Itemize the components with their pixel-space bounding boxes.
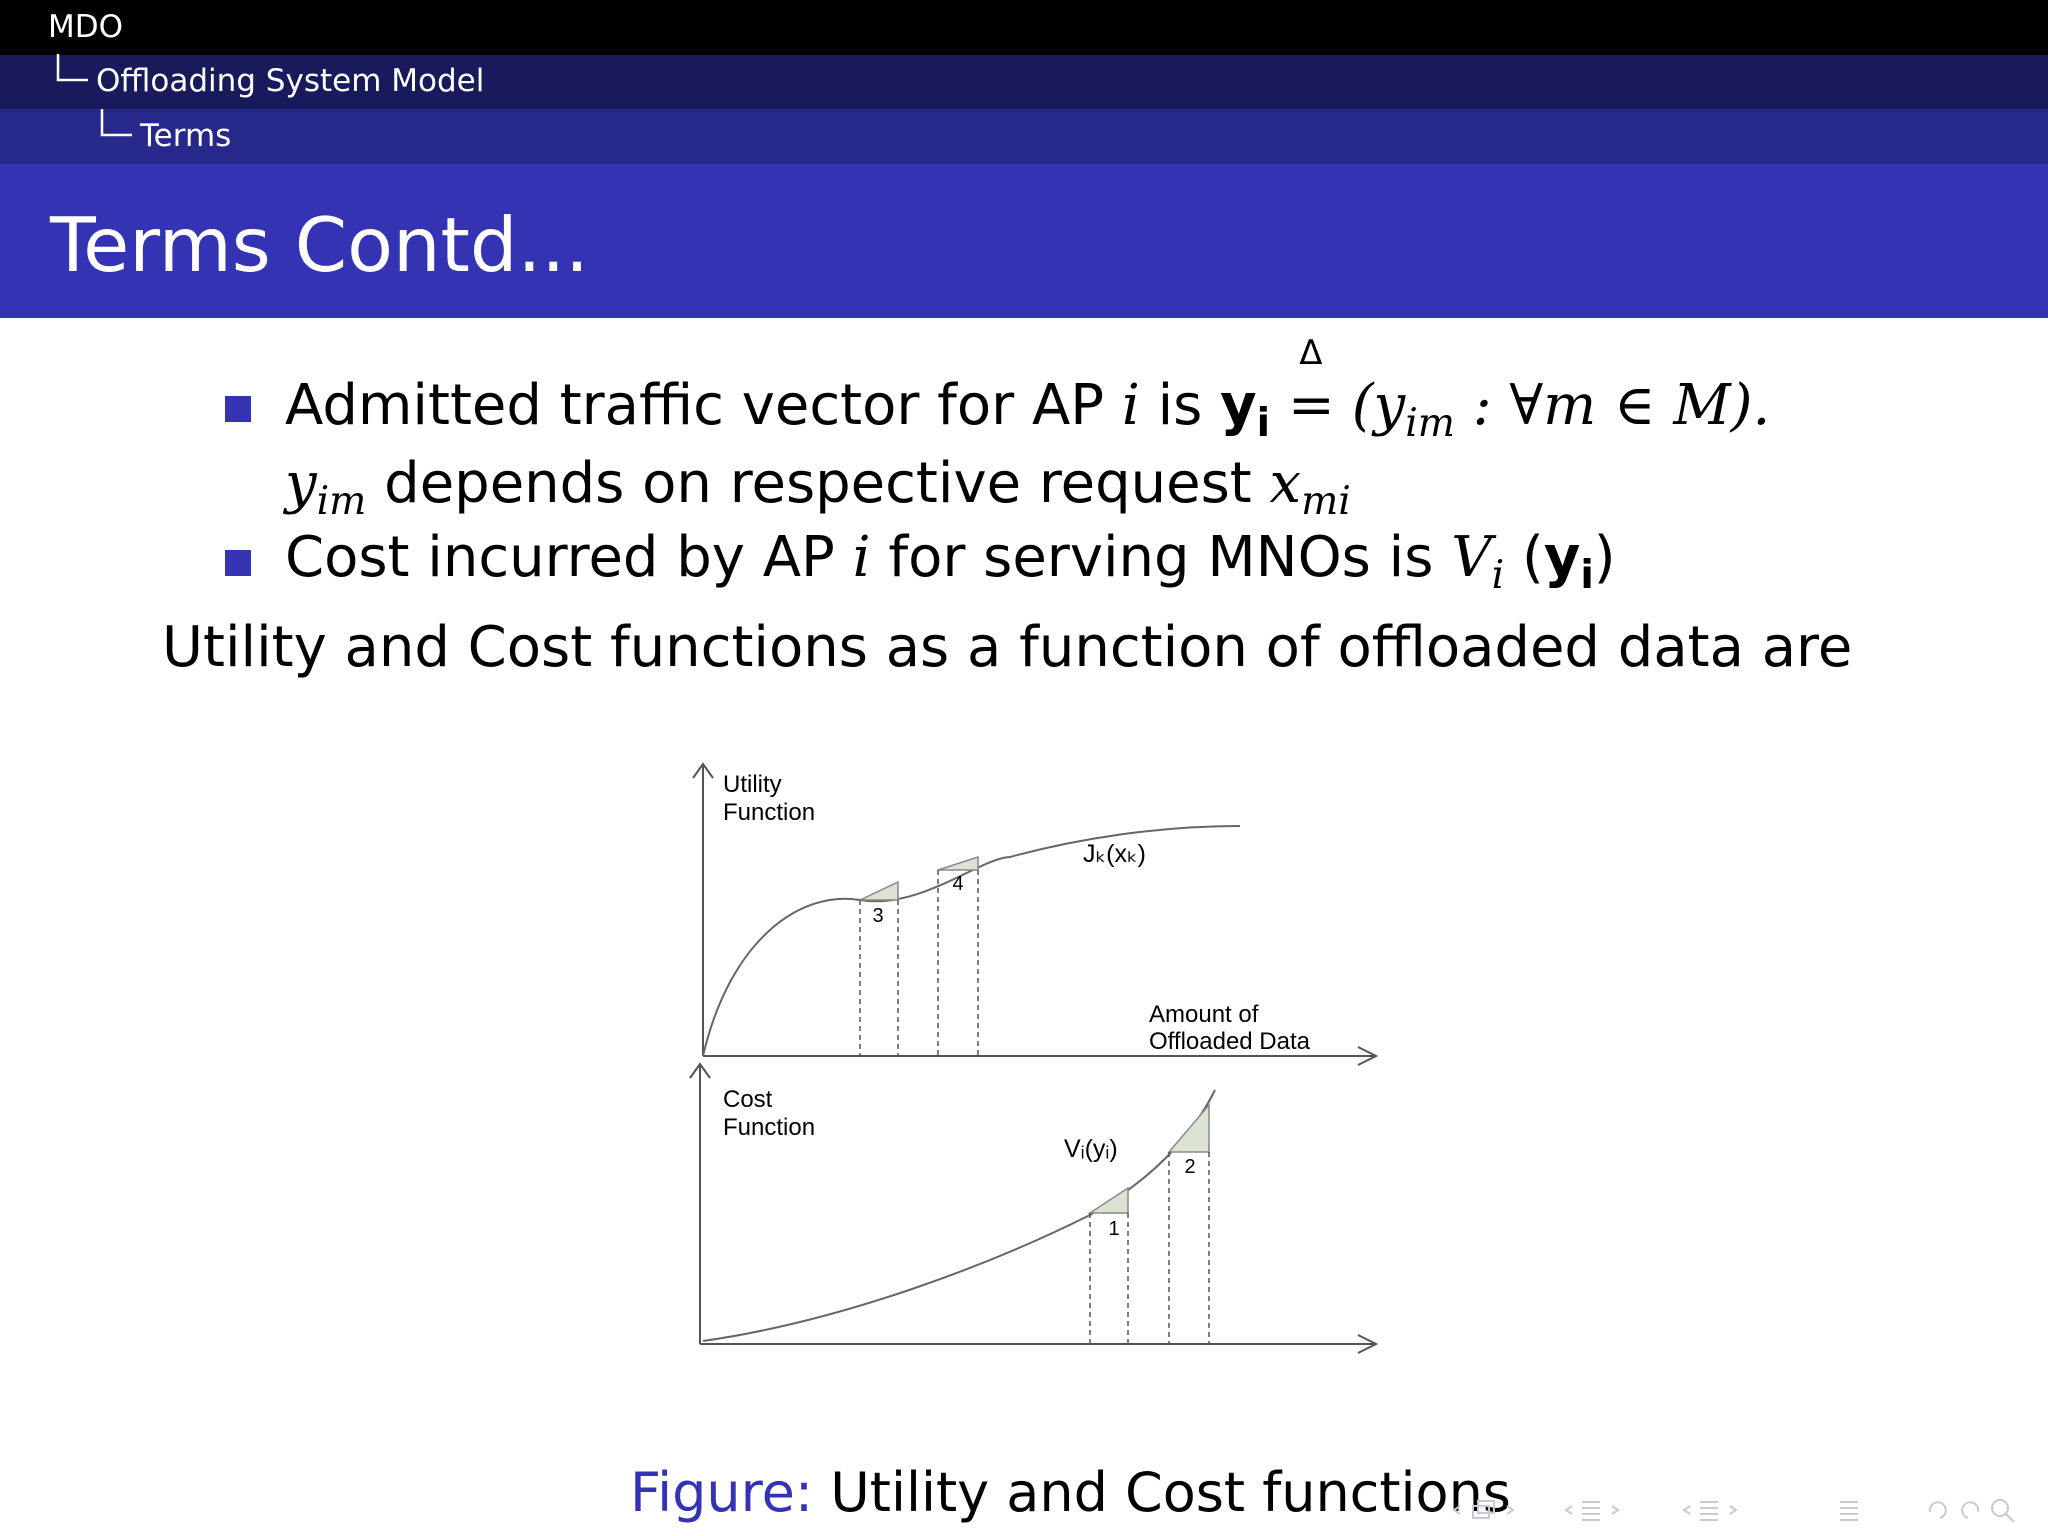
utility-marker-triangle-4 [938,857,978,870]
utility-marker-triangle-3 [860,882,898,900]
cost-dashed-guides [1090,1152,1209,1344]
nav-section-prev-icon[interactable] [1684,1506,1690,1514]
defined-as-symbol: Δ = [1287,333,1335,438]
bullet-1-line-2: $y_{im}$ depends on respective request $x_{mi}$ [285,451,1351,524]
bullet-2: Cost incurred by AP i for serving MNOs is $V_i$ $(y_i)$ [285,525,1616,598]
nav-search-icon[interactable] [1992,1500,2014,1522]
figure-caption-label: Figure: [630,1461,814,1524]
nav-subsection-icon[interactable] [1582,1502,1600,1520]
utility-axis-label-line1: Utility [723,771,782,798]
cost-axis-label-line2: Function [723,1114,816,1141]
marker-label-2: 2 [1184,1156,1196,1178]
x-axis-label-line2: Offloaded Data [1149,1028,1311,1055]
marker-label-3: 3 [872,905,884,927]
utility-y-axis [693,764,713,1056]
marker-label-4: 4 [952,873,964,895]
paragraph-text: Utility and Cost functions as a function of offloaded data are [162,615,1853,680]
cost-y-axis [690,1064,710,1344]
nav-frame-icon[interactable] [1473,1501,1494,1518]
x-axis-label-line1: Amount of [1149,1001,1259,1028]
breadcrumb-section[interactable]: MDO [48,9,124,45]
utility-axis-label-line2: Function [723,799,816,826]
bullet-1-line-1: Admitted traffic vector for AP i is $y_i$ Δ = ($y_{im}$ : ∀m ∈ M). [285,333,1771,446]
breadcrumb-subsubsection[interactable]: Terms [140,118,232,154]
marker-label-1: 1 [1108,1218,1120,1240]
utility-curve-label: Jₖ(xₖ) [1083,840,1146,868]
nav-subsection-next-icon[interactable] [1612,1506,1618,1514]
navigation-bar [1310,1488,2040,1528]
nav-section-next-icon[interactable] [1730,1506,1736,1514]
nav-appendix-icon[interactable] [1840,1502,1858,1520]
slide-title: Terms Contd... [50,201,590,289]
breadcrumb-subsection[interactable]: Offloading System Model [96,63,485,99]
cost-axis-label-line1: Cost [723,1086,773,1113]
cost-marker-triangle-2 [1169,1105,1209,1152]
nav-undo-icon[interactable] [1930,1502,1946,1518]
nav-frame-prev-icon[interactable] [1454,1506,1460,1514]
nav-subsection-prev-icon[interactable] [1566,1506,1572,1514]
figure-caption-text: Utility and Cost functions [830,1461,1511,1524]
cost-curve-label: Vᵢ(yᵢ) [1064,1135,1118,1163]
nav-section-icon[interactable] [1700,1502,1718,1520]
cost-x-axis [700,1335,1376,1353]
cost-marker-triangle-1 [1090,1188,1128,1213]
nav-frame-next-icon[interactable] [1507,1506,1513,1514]
nav-redo-icon[interactable] [1962,1502,1978,1518]
